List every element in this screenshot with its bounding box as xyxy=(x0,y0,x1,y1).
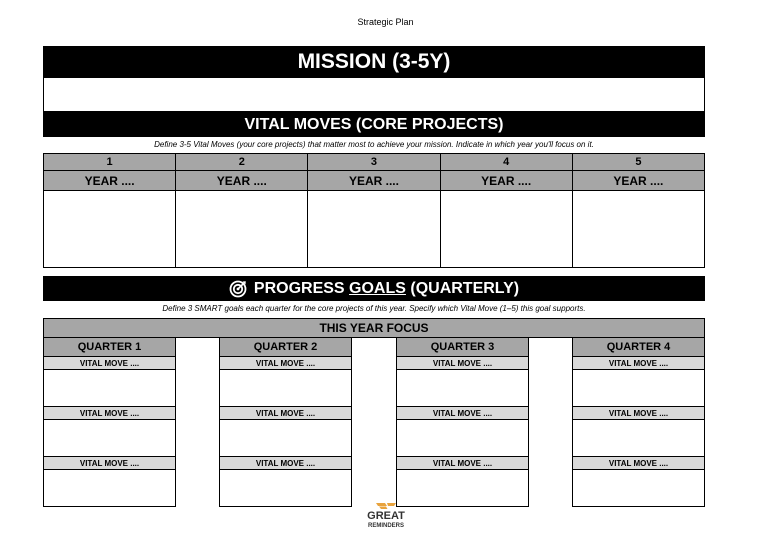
quarter-header: QUARTER 1 xyxy=(43,338,176,357)
goal-input-area[interactable] xyxy=(219,370,352,407)
vital-move-year: YEAR .... xyxy=(440,171,572,191)
vital-move-label: VITAL MOVE .... xyxy=(43,457,176,470)
progress-goals-instruction: Define 3 SMART goals each quarter for the core projects of this year. Specify which Vital Move (1–5) this goal supports. xyxy=(162,304,586,313)
vital-move-number: 3 xyxy=(308,154,440,171)
goal-input-area[interactable] xyxy=(43,420,176,457)
goal-input-area[interactable] xyxy=(43,370,176,407)
quarter-column xyxy=(396,338,529,507)
quarter-header: QUARTER 4 xyxy=(572,338,705,357)
quarter-header: QUARTER 2 xyxy=(219,338,352,357)
vital-move-number: 4 xyxy=(440,154,572,171)
vital-move-input-area[interactable] xyxy=(440,191,572,268)
vital-move-label: VITAL MOVE .... xyxy=(572,407,705,420)
vital-move-input-area[interactable] xyxy=(308,191,440,268)
vital-moves-header: VITAL MOVES (CORE PROJECTS) xyxy=(43,112,705,137)
goal-input-area[interactable] xyxy=(396,420,529,457)
logo-line2: REMINDERS xyxy=(367,523,404,529)
vital-move-label: VITAL MOVE .... xyxy=(219,407,352,420)
vital-move-label: VITAL MOVE .... xyxy=(572,357,705,370)
mission-input-area[interactable] xyxy=(43,77,705,112)
vital-move-year: YEAR .... xyxy=(176,171,308,191)
goal-input-area[interactable] xyxy=(219,470,352,507)
goal-input-area[interactable] xyxy=(396,470,529,507)
vital-move-label: VITAL MOVE .... xyxy=(43,407,176,420)
vital-move-label: VITAL MOVE .... xyxy=(396,457,529,470)
goal-input-area[interactable] xyxy=(43,470,176,507)
goal-input-area[interactable] xyxy=(572,370,705,407)
vital-move-number: 1 xyxy=(44,154,176,171)
vital-move-label: VITAL MOVE .... xyxy=(396,407,529,420)
vital-moves-input-row xyxy=(44,191,705,268)
vital-moves-year-row xyxy=(44,171,705,191)
quarter-column xyxy=(572,338,705,507)
vital-move-label: VITAL MOVE .... xyxy=(219,357,352,370)
vital-move-number: 2 xyxy=(176,154,308,171)
logo-line1: GREAT xyxy=(367,510,405,522)
vital-move-input-area[interactable] xyxy=(44,191,176,268)
vital-move-number: 5 xyxy=(572,154,704,171)
progress-goals-header xyxy=(43,276,705,301)
progress-goals-title: PROGRESS GOALS (QUARTERLY) xyxy=(253,279,520,297)
vital-move-label: VITAL MOVE .... xyxy=(43,357,176,370)
vital-move-year: YEAR .... xyxy=(308,171,440,191)
goal-input-area[interactable] xyxy=(219,420,352,457)
vital-move-input-area[interactable] xyxy=(572,191,704,268)
vital-move-year: YEAR .... xyxy=(44,171,176,191)
mission-header: MISSION (3-5Y) xyxy=(43,46,705,77)
vital-moves-number-row xyxy=(44,154,705,171)
vital-moves-table xyxy=(43,153,705,268)
this-year-focus-bar: THIS YEAR FOCUS xyxy=(43,318,705,338)
vital-move-label: VITAL MOVE .... xyxy=(572,457,705,470)
vital-move-label: VITAL MOVE .... xyxy=(396,357,529,370)
vital-move-year: YEAR .... xyxy=(572,171,704,191)
vital-move-input-area[interactable] xyxy=(176,191,308,268)
target-icon xyxy=(229,280,247,298)
goal-input-area[interactable] xyxy=(572,470,705,507)
goal-input-area[interactable] xyxy=(572,420,705,457)
goal-input-area[interactable] xyxy=(396,370,529,407)
vital-move-label: VITAL MOVE .... xyxy=(219,457,352,470)
great-reminders-logo xyxy=(358,501,414,530)
quarter-column xyxy=(43,338,176,507)
vital-moves-instruction: Define 3-5 Vital Moves (your core projects) that matter most to achieve your mission. Indicate in which year you'll focus on it. xyxy=(154,140,594,149)
document-title: Strategic Plan xyxy=(357,17,414,27)
quarter-header: QUARTER 3 xyxy=(396,338,529,357)
quarter-column xyxy=(219,338,352,507)
